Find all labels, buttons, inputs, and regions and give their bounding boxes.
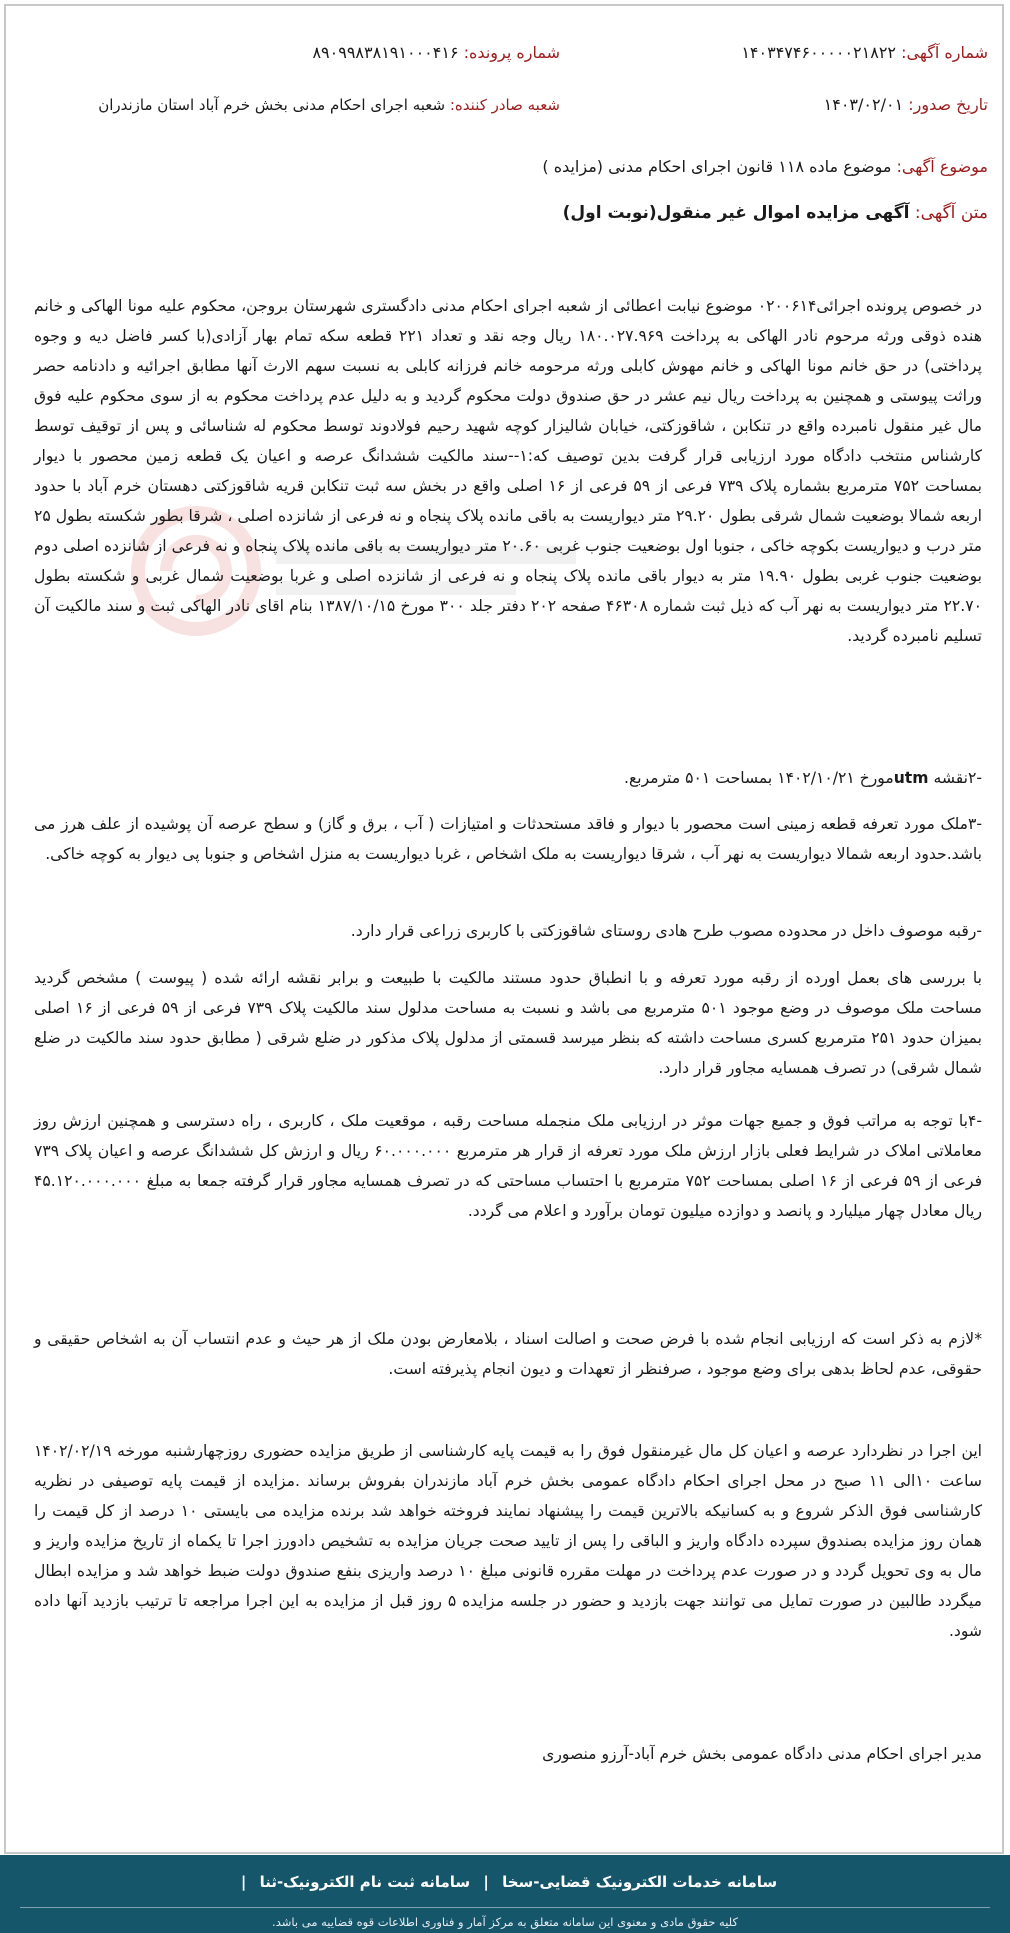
footer-divider <box>20 1907 990 1908</box>
paragraph-text: در خصوص پرونده اجرائی۰۲۰۰۶۱۴ موضوع نیابت اعطائی از شعبه اجرای احکام مدنی دادگستری شهرستان بروجن، محکوم علیه مونا الهاکی و خانم هنده ذوقی ورثه مرحوم نادر الهاکی به پرداخت ۱۸۰.۰۲۷.۹۶۹ ریال وجه نقد و تعداد ۲۲۱ قطعه سکه تمام بهار آزادی(با کسر فاضل دیه و وجوه پرداختی) در حق خانم مونا الهاکی و خانم مهوش کابلی ورثه مرحومه خانم فرزانه کابلی به نسبت سهم الارث آنها مطابق اجرائیه و دادنامه حصر وراثت پیوستی و همچنین به پرداخت ریال نیم عشر در حق صندوق دولت محکوم گردید و به دلیل عدم پرداخت محکوم به از سوی محکوم علیه فوق مال غیر منقول نامبرده واقع در تنکابن ، شاقوزکتی، خیابان شالیزار کوچه شهید رحیم فولادوند توسط محکوم له شناسائی و پس از توقیف توسط کارشناس منتخب دادگاه مورد ارزیابی قرار گرفت بدین توصیف که:۱--سند مالکیت ششدانگ عرصه و اعیان یک قطعه زمین محصور با دیوار بمساحت ۷۵۲ مترمربع بشماره پلاک ۷۳۹ فرعی از ۵۹ فرعی از ۱۶ اصلی واقع در بخش سه ثبت تنکابن قریه شاقوزکتی دهستان خرم آباد با حدود اربعه شمالا بوضعیت شمال شرقی بطول ۲۹.۲۰ متر دیواریست به باقی مانده پلاک پنجاه و نه فرعی از شانزده اصلی ، شرقا بطور شکسته بطول ۲۵ متر درب و دیواریست بکوچه خاکی ، جنوبا اول بوضعیت جنوب غربی ۲۰.۶۰ متر دیواریست به باقی مانده پلاک پنجاه و نه فرعی از شانزده اصلی دوم بوضعیت جنوب غربی بطول ۱۹.۹۰ متر به دیوار باقی مانده پلاک پنجاه و نه فرعی از شانزده اصلی و غربا بوضعیت شمال غربی و شکسته بطول ۲۲.۷۰ متر دیواریست به نهر آب که ذیل ثبت شماره ۴۶۳۰۸ صفحه ۲۰۲ دفتر جلد ۳۰۰ مورخ ۱۳۸۷/۱۰/۱۵ بنام اقای نادر الهاکی ثبت و سند مالکیت آن تسلیم نامبرده گردید. <box>34 297 983 645</box>
paragraph-property-description <box>34 809 982 869</box>
footer-separator-end: | <box>240 1873 247 1891</box>
issuing-branch: شعبه اجرای احکام مدنی بخش خرم آباد استان مازندران <box>98 96 446 114</box>
paragraph-text: *لازم به ذکر است که ارزیابی انجام شده با فرض صحت و اصالت اسناد ، بلامعارض بودن ملک از هر حیث و عدم انتساب آن به اشخاص حقیقی و حقوقی، عدم لحاظ بدهی برای وضع موجود ، صرفنظر از تعهدات و دیون انجام پذیرفته است. <box>34 1330 982 1378</box>
ad-number-row <box>741 42 988 64</box>
footer-links <box>0 1873 1010 1891</box>
paragraph-auction-terms <box>34 1436 982 1646</box>
paragraph-survey <box>34 963 982 1083</box>
paragraph-text: با بررسی های بعمل اورده از رقبه مورد تعرفه و با انطباق حدود مستند مالکیت با طبیعت و برابر نقشه ارائه شده ( پیوست ) مشخص گردید مساحت ملک موصوف در وضع موجود ۵۰۱ مترمربع می باشد و نسبت به مساحت مدلول سند مالکیت پلاک ۷۳۹ فرعی از ۵۹ فرعی از ۱۶ اصلی بمیزان حدود ۲۵۱ مترمربع کسری مساحت داشته که بنظر میرسد قسمتی از مدلول پلاک مذکور در ضلع شرقی ( مطابق حدود سند مالکیت در ضلع شمال شرقی) در تصرف همسایه مجاور قرار دارد. <box>34 969 982 1077</box>
ad-text-title: آگهی مزایده اموال غیر منقول(نوبت اول) <box>562 203 910 223</box>
ad-number-label: شماره آگهی: <box>901 43 988 62</box>
subject-row <box>542 156 988 178</box>
paragraph-map-suffix: مورخ ۱۴۰۲/۱۰/۲۱ بمساحت ۵۰۱ مترمربع. <box>623 769 894 787</box>
case-number-label: شماره پرونده: <box>463 43 560 62</box>
paragraph-case-details <box>34 291 982 651</box>
issuing-branch-label: شعبه صادر کننده: <box>449 96 560 114</box>
subject-label: موضوع آگهی: <box>896 157 988 176</box>
case-number: ۸۹۰۹۹۸۳۸۱۹۱۰۰۰۴۱۶ <box>312 43 459 62</box>
paragraph-disclaimer <box>34 1324 982 1384</box>
paragraph-zoning <box>34 916 982 946</box>
ad-text-label: متن آگهی: <box>914 203 988 223</box>
footer-link-sakha[interactable]: سامانه خدمات الکترونیک قضایی-سخا <box>502 1873 778 1891</box>
paragraph-text: -رقبه موصوف داخل در محدوده مصوب طرح هادی روستای شاقوزکتی با کاربری زراعی قرار دارد. <box>350 922 982 940</box>
signature-text: مدیر اجرای احکام مدنی دادگاه عمومی بخش خرم آباد-آرزو منصوری <box>542 1745 982 1763</box>
footer-link-sana[interactable]: سامانه ثبت نام الکترونیک-ثنا <box>259 1873 471 1891</box>
issue-date-row <box>824 94 988 116</box>
paragraph-map-utm: utm <box>893 769 929 787</box>
ad-number: ۱۴۰۳۴۷۴۶۰۰۰۰۰۲۱۸۲۲ <box>741 43 897 62</box>
document-frame <box>4 4 1004 1854</box>
paragraph-valuation <box>34 1106 982 1226</box>
footer-bar <box>0 1855 1010 1933</box>
issuing-branch-row <box>98 94 560 116</box>
paragraph-text: -۴با توجه به مراتب فوق و جمیع جهات موثر در ارزیابی ملک منجمله مساحت رقبه ، موقعیت ملک ، کاربری ، راه دسترسی و همچنین ارزش روز معاملاتی املاک در شرایط فعلی بازار ارزش ملک مورد تعرفه از قرار هر مترمربع ۶۰.۰۰۰.۰۰۰ ریال و ارزش کل ششدانگ عرصه و اعیان پلاک ۷۳۹ فرعی از ۵۹ فرعی از ۱۶ اصلی بمساحت ۷۵۲ مترمربع با احتساب مساحتی که در تصرف همسایه مجاور قرار گرفته جمعا به مبلغ ۴۵.۱۲۰.۰۰۰.۰۰۰ ریال معادل چهار میلیارد و پانصد و دوازده میلیون تومان برآورد و اعلام می گردد. <box>34 1112 983 1220</box>
subject: موضوع ماده ۱۱۸ قانون اجرای احکام مدنی (مزایده ) <box>542 157 892 176</box>
ad-text-row <box>563 202 988 224</box>
issue-date: ۱۴۰۳/۰۲/۰۱ <box>823 95 904 114</box>
paragraph-map-prefix: -۲نقشه <box>928 769 982 787</box>
footer-copyright: کلیه حقوق مادی و معنوی این سامانه متعلق به مرکز آمار و فناوری اطلاعات قوه قضاییه می باشد. <box>272 1915 738 1929</box>
paragraph-text: این اجرا در نظردارد عرصه و اعیان کل مال غیرمنقول فوق را به قیمت پایه کارشناسی از طریق مزایده حضوری روزچهارشنبه مورخه ۱۴۰۲/۰۲/۱۹ ساعت ۱۰الی ۱۱ صبح در محل اجرای احکام دادگاه عمومی بخش خرم آباد مازندران بفروش برساند .مزایده از قیمت پایه توصیفی در نظریه کارشناسی فوق الذکر شروع و به کسانیکه بالاترین قیمت را پیشنهاد نمایند فروخته خواهد شد برنده مزایده می بایستی ۱۰ درصد از کل قیمت را همان روز مزایده بصندوق سپرده دادگاه واریز و الباقی را پس از تایید صحت جریان مزایده به تشخیص دادورز اجرا تا یکماه از تاریخ مزایده واریز و مال به وی تحویل گردد و در صورت عدم پرداخت در مهلت مقرره قانونی مبلغ ۱۰ درصد واریزی بنفع صندوق دولت ضبط خواهد شد و مزایده ابطال میگردد طالبین در صورت تمایل می توانند جهت بازدید و حضور در جلسه مزایده ۵ روز قبل از مزایده به این اجرا مراجعه تا ترتیب بازدید آنها داده شود. <box>34 1442 983 1640</box>
paragraph-text: -۳ملک مورد تعرفه قطعه زمینی است محصور با دیوار و فاقد مستحدثات و امتیازات ( آب ، برق و گاز) و سطح عرصه آن پوشیده از علف هرز می باشد.حدود اربعه شمالا دیواریست به نهر آب ، شرقا دیواریست به ملک اشخاص ، غربا دیواریست به منزل اشخاص و جنوبا پی دیوار به کوچه خاکی. <box>34 815 982 863</box>
paragraph-map-line <box>34 763 982 793</box>
case-number-row <box>312 42 560 64</box>
footer-separator: | <box>483 1873 489 1891</box>
signature <box>34 1739 982 1769</box>
paragraph-map <box>34 763 982 793</box>
issue-date-label: تاریخ صدور: <box>908 95 988 114</box>
